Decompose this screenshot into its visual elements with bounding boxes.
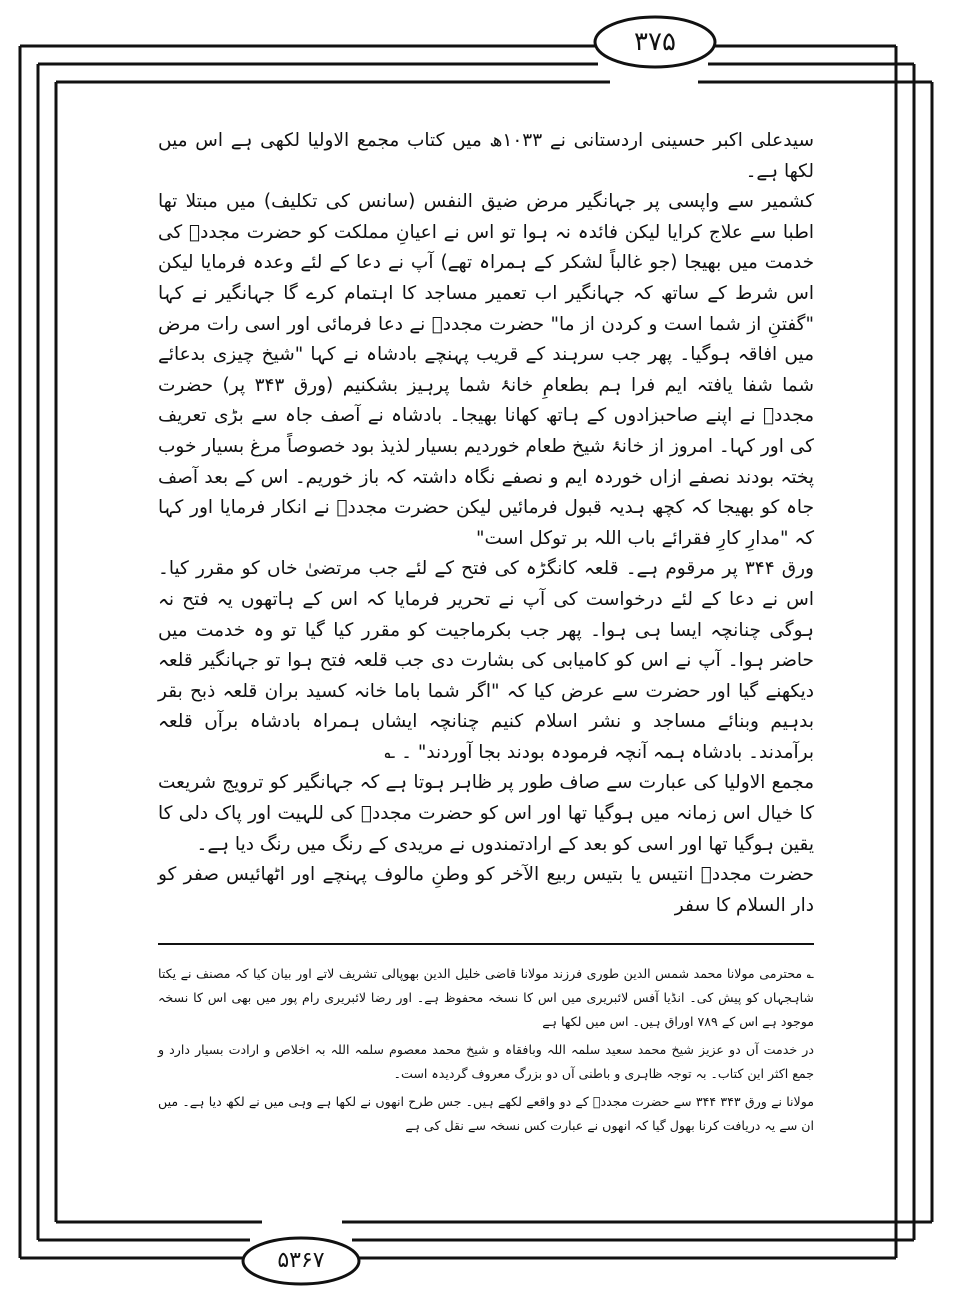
page-number-top: ۳۷۵: [634, 27, 676, 57]
paragraph-travel: حضرت مجددؒ انتیس یا بتیس ربیع الآخر کو وطنِ مالوف پہنچے اور اٹھائیس صفر کو دار السلام کا سفر: [158, 864, 814, 916]
footnote-divider: [158, 943, 814, 945]
page-number-bottom: ۵۳۶۷: [277, 1247, 325, 1273]
main-text: [158, 126, 814, 921]
paragraph-kashmir: کشمیر سے واپسی پر جہانگیر مرض ضیق النفس (سانس کی تکلیف) میں مبتلا تھا اطبا سے علاج کرایا لیکن فائدہ نہ ہوا تو اس نے اعیانِ مملکت کو حضرت مجددؒ کی خدمت میں بھیجا (جو غالباً لشکر کے ہمراہ تھے) آپ نے دعا کے لئے وعدہ فرمایا لیکن اس شرط کے ساتھ کہ جہانگیر اب تعمیر مساجد کا اہتمام کرے گا جہانگیر نے کہا "گفتنِ از شما است و کردن از ما" حضرت مجددؒ نے دعا فرمائی اور اسی رات مرض میں افاقہ ہوگیا۔ پھر جب سرہند کے قریب پہنچے بادشاہ نے کہا "شیخ چیزی بدعائے شما شفا یافتہ ایم فرا ہم بطعامِ خانۂ شما پرہیز بشکنیم (ورق ۳۴۳ پر) حضرت مجددؒ نے اپنے صاحبزادوں کے ہاتھ کھانا بھیجا۔ بادشاہ نے آصف جاہ سے بڑی تعریف کی اور کہا۔ امروز از خانۂ شیخ طعام خوردیم بسیار لذیذ بود خصوصاً مرغ بسیار خوب پختہ بودند نصفے ازاں خوردہ ایم و نصفے نگاہ داشتہ کہ باز خوریم۔ اس کے بعد آصف جاہ کو بھیجا کہ کچھ ہدیہ قبول فرمائیں لیکن حضرت مجددؒ نے انکار فرمایا اور کہا کہ "مدارِ کارِ فقرائے باب اللہ بر توکل است": [158, 191, 814, 549]
paragraph-conclusion: مجمع الاولیا کی عبارت سے صاف طور پر ظاہر ہوتا ہے کہ جہانگیر کو ترویج شریعت کا خیال اس زمانہ میں ہوگیا تھا اور اس کو حضرت مجددؒ کی للہیت اور پاک دلی کا یقین ہوگیا تھا اور اسی کو بعد کے ارادتمندوں نے مریدی کے رنگ میں رنگ دیا ہے۔: [158, 772, 814, 855]
paragraph-intro: سیدعلی اکبر حسینی اردستانی نے ۱۰۳۳ھ میں کتاب مجمع الاولیا لکھی ہے اس میں لکھا ہے۔: [158, 130, 814, 182]
footnotes: [158, 962, 814, 1142]
footnote-item: ؎ محترمی مولانا محمد شمس الدین طوری فرزند مولانا قاضی خلیل الدین بھوپالی تشریف لاتے اور بیان کیا کہ مصنف نے یکتا شاہجہاں کو پیش کی۔ انڈیا آفس لائبریری میں اس کا نسخہ محفوظ ہے۔ اور رضا لائبریری رام پور میں بھی اس کا نسخہ موجود ہے اس کے ۷۸۹ اوراق ہیں۔ اس میں لکھا ہے: [158, 966, 814, 1029]
paragraph-kangra: ورق ۳۴۴ پر مرقوم ہے۔ قلعہ کانگڑہ کی فتح کے لئے جب مرتضیٰ خاں کو مقرر کیا۔ اس نے دعا کے لئے درخواست کی آپ نے تحریر فرمایا کہ اس کے ہاتھوں یہ فتح نہ ہوگی چنانچہ ایسا ہی ہوا۔ پھر جب بکرماجیت کو مقرر کیا گیا تو وہ خدمت میں حاضر ہوا۔ آپ نے اس کو کامیابی کی بشارت دی جب قلعہ فتح ہوا تو جہانگیر قلعہ دیکھنے گیا اور حضرت سے عرض کیا کہ "اگر شما باما خانہ کسید بران قلعہ ذبح بقر بدہیم وبنائے مساجد و نشر اسلام کنیم چنانچہ ایشاں ہمراہ بادشاہ برآں قلعہ برآمدند۔ بادشاہ ہمہ آنچہ فرمودہ بودند بجا آوردند" ۔ ؎: [158, 558, 814, 763]
footnote-item: مولانا نے ورق ۳۴۳ ۳۴۴ سے حضرت مجددؒ کے دو واقعے لکھے ہیں۔ جس طرح انھوں نے لکھا ہے وہی میں نے لکھ دیا ہے۔ میں ان سے یہ دریافت کرنا بھول گیا کہ انھوں نے عبارت کس نسخہ سے نقل کی ہے: [158, 1094, 814, 1133]
footnote-item: در خدمت آں دو عزیز شیخ محمد سعید سلمہ اللہ وبافقاہ و شیخ محمد معصوم سلمہ اللہ بہ اخلاص و ارادت بسیار دارد و جمع اکثر این کتاب۔ بہ توجہ ظاہری و باطنی آں دو بزرگ معروف گردیدہ است۔: [158, 1042, 814, 1081]
